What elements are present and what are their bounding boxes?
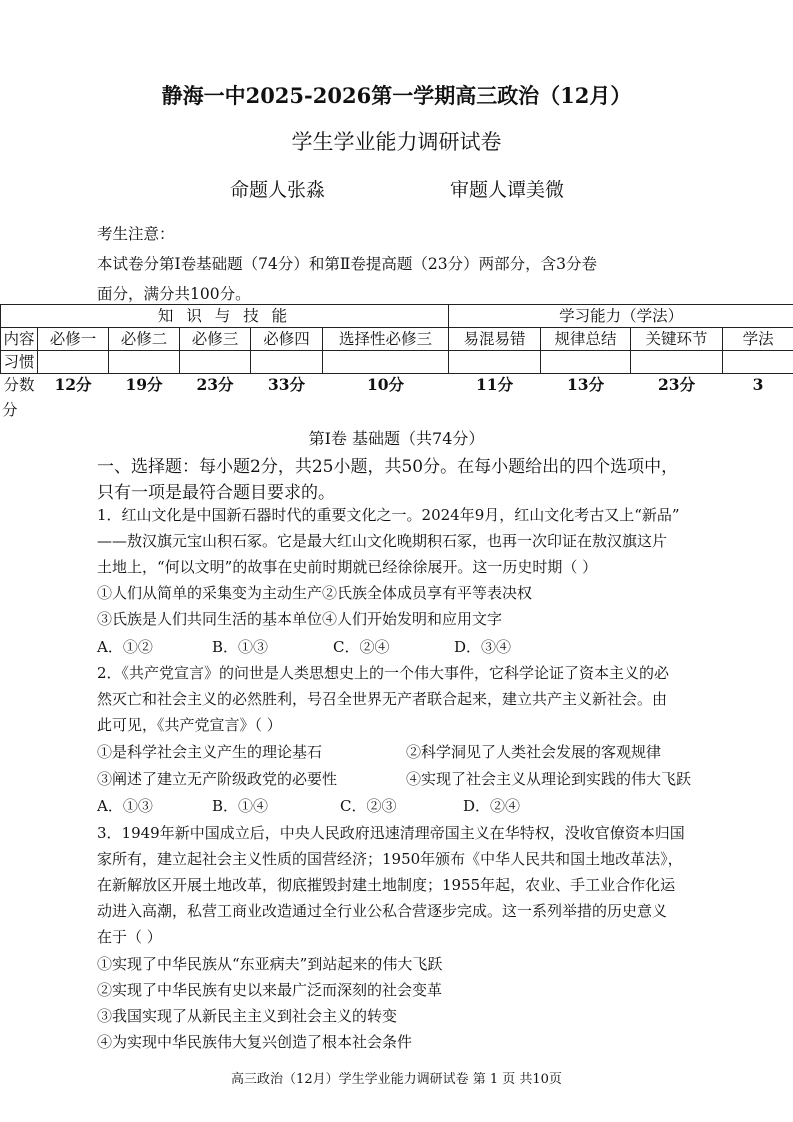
notice-label: 考生注意： [97, 225, 175, 243]
score-value: 11分 [476, 375, 514, 394]
question-statement: ②实现了中华民族有史以来最广泛而深刻的社会变革 [97, 981, 443, 999]
table-column-header: 选择性必修三 [323, 328, 449, 351]
page-subtitle: 学生学业能力调研试卷 [291, 130, 502, 154]
question-text: 在于（ ） [97, 928, 162, 946]
table-column-header: 关键环节 [631, 328, 723, 351]
question-text: 动进入高潮，私营工商业改造通过全行业公私合营逐步完成。这一系列举措的历史意义 [97, 902, 668, 920]
notice-line: 本试卷分第Ⅰ卷基础题（74分）和第Ⅱ卷提高题（23分）两部分，含3分卷 [97, 255, 597, 273]
table-column-header: 易混易错 [449, 328, 541, 351]
answer-option: B．①③ [212, 638, 269, 656]
answer-option: A．①② [97, 638, 153, 656]
table-overflow-text: 分 [2, 401, 18, 419]
table-column-header: 必修一 [38, 328, 109, 351]
section-title: 第Ⅰ卷 基础题（共74分） [308, 429, 485, 448]
page-title: 静海一中2025-2026第一学期高三政治（12月） [161, 83, 632, 108]
table-row-label: 内容 [1, 328, 38, 351]
table-cell [631, 351, 723, 374]
table-cell [251, 351, 323, 374]
table-column-header: 学法 [723, 328, 793, 351]
answer-option: D．②④ [463, 797, 521, 815]
question-statement: ③阐述了建立无产阶级政党的必要性 [97, 770, 338, 788]
question-text: ——敖汉旗元宝山积石冢。它是最大红山文化晚期积石冢，也再一次印证在敖汉旗这片 [97, 532, 668, 550]
author: 命题人张淼 [230, 179, 326, 201]
table-cell [449, 351, 541, 374]
question-text: 3．1949年新中国成立后，中央人民政府迅速清理帝国主义在华特权，没收官僚资本归国 [97, 824, 685, 842]
question-statement: ③我国实现了从新民主主义到社会主义的转变 [97, 1007, 398, 1025]
score-value: 10分 [366, 375, 405, 394]
question-text: 然灭亡和社会主义的必然胜利，号召全世界无产者联合起来，建立共产主义新社会。由 [97, 690, 668, 708]
answer-option: C．②④ [333, 638, 390, 656]
question-statement: ②科学洞见了人类社会发展的客观规律 [406, 743, 662, 761]
table-cell [38, 351, 109, 374]
reviewer: 审题人谭美微 [450, 179, 565, 201]
question-text: 在新解放区开展土地改革，彻底摧毁封建土地制度；1955年起，农业、手工业合作化运 [97, 876, 676, 894]
table-row-label: 分数 [3, 376, 35, 394]
table-cell [723, 351, 793, 374]
table-column-header: 必修二 [109, 328, 180, 351]
answer-option: C．②③ [340, 797, 397, 815]
score-value: 13分 [567, 375, 605, 394]
answer-option: D．③④ [454, 638, 512, 656]
question-text: 此可见，《共产党宣言》（ ） [97, 716, 282, 734]
question-text: 1．红山文化是中国新石器时代的重要文化之一。2024年9月，红山文化考古又上“新品” [97, 506, 680, 524]
table-cell [109, 351, 180, 374]
question-text: 2．《共产党宣言》的问世是人类思想史上的一个伟大事件，它科学论证了资本主义的必 [97, 664, 670, 682]
question-statement: ①是科学社会主义产生的理论基石 [97, 743, 323, 761]
question-statement: ③氏族是人们共同生活的基本单位④人们开始发明和应用文字 [97, 610, 503, 628]
score-value: 23分 [658, 375, 696, 394]
table-column-header: 必修三 [180, 328, 251, 351]
section-instructions: 一、选择题：每小题2分，共25小题，共50分。在每小题给出的四个选项中， [97, 457, 679, 477]
table-cell [541, 351, 631, 374]
score-value: 23分 [196, 375, 234, 394]
table-cell [180, 351, 251, 374]
answer-option: B．①④ [212, 797, 269, 815]
answer-option: A．①③ [97, 797, 153, 815]
table-cell [323, 351, 449, 374]
table-group-knowledge: 知 识 与 技 能 [1, 305, 449, 328]
table-column-header: 必修四 [251, 328, 323, 351]
question-text: 土地上，“何以文明”的故事在史前时期就已经徐徐展开。这一历史时期（ ） [97, 558, 598, 576]
score-value: 3 [752, 375, 764, 394]
score-value: 12分 [54, 375, 92, 394]
page-footer: 高三政治（12月）学生学业能力调研试卷 第 1 页 共10页 [231, 1072, 562, 1087]
notice-line: 面分，满分共100分。 [97, 285, 251, 303]
score-value: 33分 [267, 375, 306, 394]
table-group-ability: 学习能力（学法） [449, 305, 793, 328]
question-statement: ①实现了中华民族从“东亚病夫”到站起来的伟大飞跃 [97, 955, 443, 973]
score-value: 19分 [125, 375, 163, 394]
section-instructions: 只有一项是最符合题目要求的。 [97, 483, 335, 503]
question-statement: ④为实现中华民族伟大复兴创造了根本社会条件 [97, 1033, 413, 1051]
question-statement: ①人们从简单的采集变为主动生产②氏族全体成员享有平等表决权 [97, 584, 533, 602]
question-statement: ④实现了社会主义从理论到实践的伟大飞跃 [406, 770, 692, 788]
score-table [0, 304, 793, 396]
table-row-label: 习惯 [1, 351, 38, 374]
question-text: 家所有，建立起社会主义性质的国营经济；1950年颁布《中华人民共和国土地改革法》， [97, 850, 683, 868]
table-column-header: 规律总结 [541, 328, 631, 351]
